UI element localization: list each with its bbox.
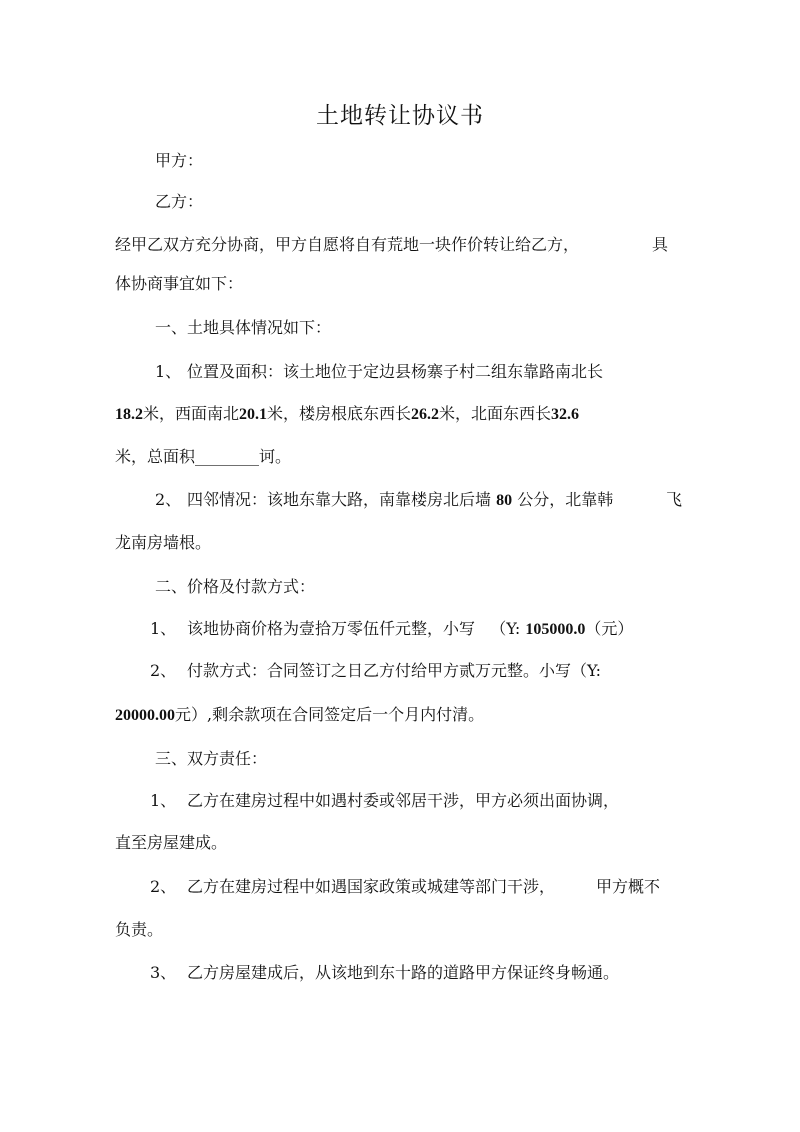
length-value: 32.6 bbox=[551, 406, 580, 423]
section-2-heading: 二、价格及付款方式： bbox=[155, 577, 316, 596]
text-segment: 米，楼房根底东西长 bbox=[267, 404, 412, 423]
item-1-2-line-2: 龙南房墙根。 bbox=[115, 533, 212, 552]
intro-line-1-tail: 具 bbox=[652, 235, 669, 254]
payment-value: 20000.00 bbox=[115, 707, 175, 724]
price-value: 105000.0 bbox=[525, 621, 586, 638]
item-1-2-line-1 bbox=[187, 489, 613, 512]
item-3-3-number: 3、 bbox=[150, 963, 177, 982]
section-3-heading: 三、双方责任： bbox=[155, 749, 268, 768]
length-value: 20.1 bbox=[239, 406, 268, 423]
item-3-1-number: 1、 bbox=[150, 791, 177, 810]
item-3-3-text: 乙方房屋建成后，从该地到东十路的道路甲方保证终身畅通。 bbox=[187, 963, 620, 982]
item-1-1-line-2 bbox=[115, 403, 579, 426]
item-2-1-number: 1、 bbox=[150, 619, 177, 638]
item-2-2-number: 2、 bbox=[150, 661, 177, 680]
item-1-2-line-1-tail: 飞 bbox=[666, 490, 683, 509]
party-b-label: 乙方： bbox=[155, 192, 204, 211]
item-3-2-text: 乙方在建房过程中如遇国家政策或城建等部门干涉， bbox=[187, 877, 556, 896]
text-segment: 米，北面东西长 bbox=[439, 404, 552, 423]
text-segment: （元） bbox=[585, 619, 634, 638]
item-1-1-line-3: 米，总面积________诃。 bbox=[115, 447, 292, 466]
item-2-2-line-2 bbox=[115, 704, 484, 727]
text-segment: 该地协商价格为壹拾万零伍仟元整，小写 bbox=[187, 619, 476, 638]
party-a-label: 甲方： bbox=[155, 151, 204, 170]
text-segment: （Y: bbox=[490, 619, 521, 638]
item-1-1-text: 位置及面积：该土地位于定边县杨寨子村二组东靠路南北长 bbox=[187, 362, 604, 381]
item-2-2-text: 付款方式：合同签订之日乙方付给甲方贰万元整。小写（Y: bbox=[187, 661, 601, 680]
item-1-2-number: 2、 bbox=[155, 490, 182, 509]
intro-line-1: 经甲乙双方充分协商，甲方自愿将自有荒地一块作价转让给乙方， bbox=[115, 235, 580, 254]
item-3-1-line-2: 直至房屋建成。 bbox=[115, 833, 228, 852]
length-value: 26.2 bbox=[411, 406, 440, 423]
intro-line-2: 体协商事宜如下： bbox=[115, 274, 244, 293]
item-3-2-text-tail: 甲方概不 bbox=[596, 877, 661, 896]
section-1-heading: 一、土地具体情况如下： bbox=[155, 318, 332, 337]
text-segment: 米，西面南北 bbox=[143, 404, 240, 423]
item-3-2-number: 2、 bbox=[150, 877, 177, 896]
length-value: 18.2 bbox=[115, 406, 143, 423]
item-1-1-number: 1、 bbox=[155, 362, 182, 381]
item-2-1-text bbox=[187, 618, 633, 641]
text-segment: 元）,剩余款项在合同签定后一个月内付清。 bbox=[175, 705, 485, 724]
document-title: 土地转让协议书 bbox=[316, 103, 484, 129]
text-segment: 公分，北靠韩 bbox=[517, 490, 614, 509]
distance-value: 80 bbox=[496, 492, 513, 509]
item-3-2-line-2: 负责。 bbox=[115, 920, 164, 939]
text-segment: 四邻情况：该地东靠大路，南靠楼房北后墙 bbox=[187, 490, 492, 509]
item-3-1-text: 乙方在建房过程中如遇村委或邻居干涉，甲方必须出面协调， bbox=[187, 791, 620, 810]
